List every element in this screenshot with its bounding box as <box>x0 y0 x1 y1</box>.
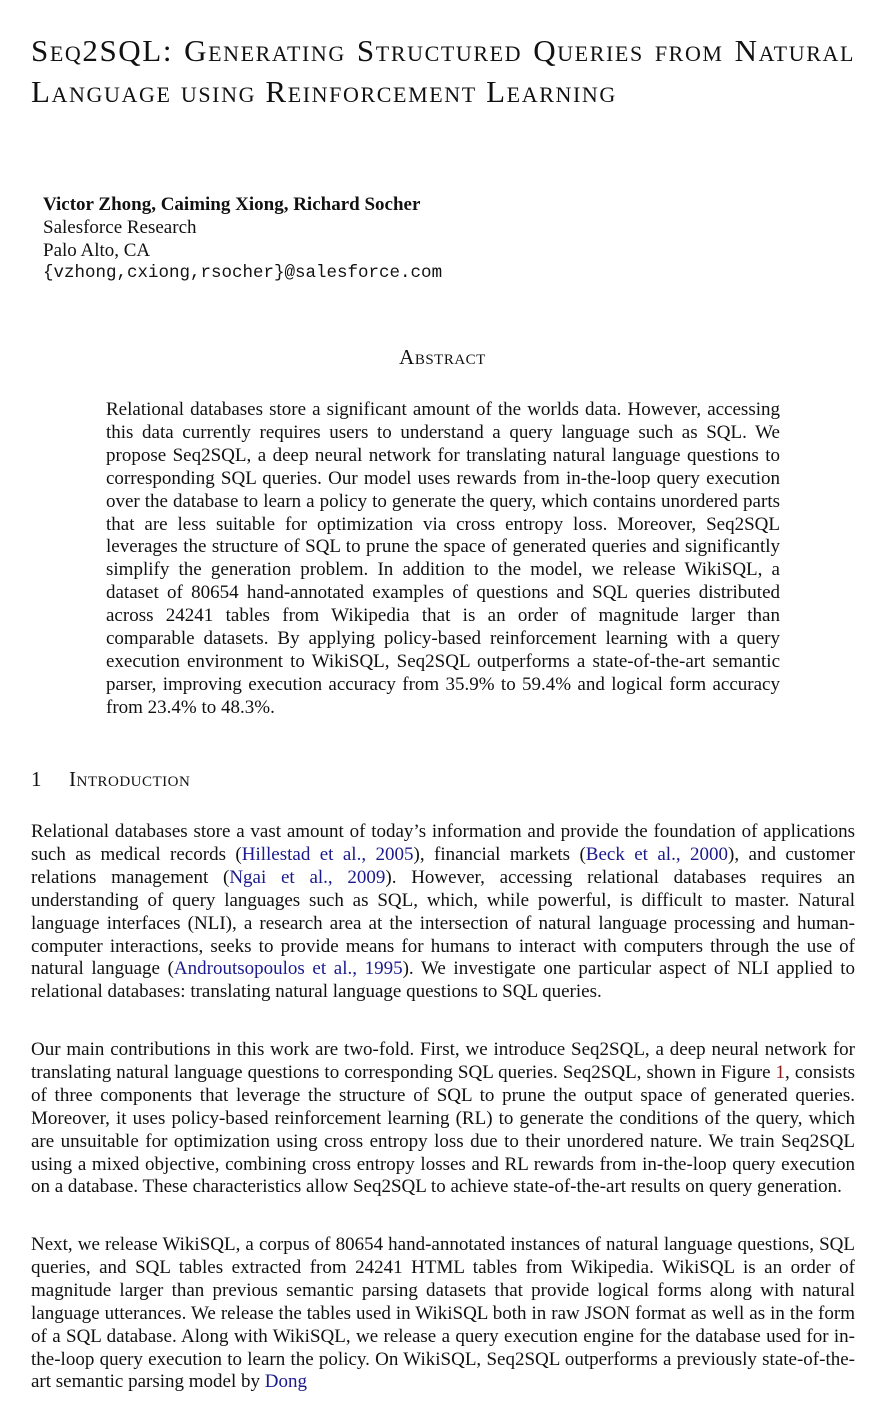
section-title: Introduction <box>69 767 191 791</box>
citation-link[interactable]: Hillestad et al., 2005 <box>241 843 414 865</box>
author-names: Victor Zhong, Caiming Xiong, Richard Socher <box>43 194 421 215</box>
paper-title: Seq2SQL: Generating Structured Queries from Natural Language using Reinforcement Learning <box>31 33 855 109</box>
abstract-heading: Abstract <box>399 345 486 369</box>
citation-link[interactable]: Beck et al., 2000 <box>585 843 729 865</box>
section-heading <box>31 767 190 792</box>
citation-link[interactable]: Dong <box>264 1371 307 1393</box>
text-span: ), and customer relations management ( <box>31 843 856 888</box>
abstract-text: Relational databases store a significant amount of the worlds data. However, accessing this data currently requires users to understand a query language such as SQL. We propose Seq2SQL, a deep neural network for translating natural language questions to corresponding SQL queries. Our model uses rewards from in-the-loop query execution over the database to learn a policy to generate the query, which contains unordered parts that are less suitable for optimization via cross entropy loss. Moreover, Seq2SQL leverages the structure of SQL to prune the space of generated queries and significantly simplify the generation problem. In addition to the model, we release WikiSQL, a dataset of 80654 hand-annotated examples of questions and SQL queries distributed across 24241 tables from Wikipedia that is an order of magnitude larger than comparable datasets. By applying policy-based reinforcement learning with a query execution environment to WikiSQL, Seq2SQL outperforms a state-of-the-art semantic parser, improving execution accuracy from 35.9% to 59.4% and logical form accuracy from 23.4% to 48.3%. <box>106 399 780 718</box>
email: {vzhong,cxiong,rsocher}@salesforce.com <box>43 263 443 283</box>
text-span: ). However, accessing relational databases requires an understanding of query languages such as SQL, which, while powerful, is difficult to master. Natural language interfaces (NLI), a research area at the intersection of natural language processing and human-computer interactions, seeks to provide means for humans to interact with computers through the use of natural language ( <box>31 866 855 980</box>
intro-paragraph-2 <box>31 1039 855 1199</box>
author-block <box>43 193 442 285</box>
intro-paragraph-3 <box>31 1234 855 1394</box>
text-span: Relational databases store a vast amount of today’s information and provide the foundation of applications such as medical records ( <box>31 821 855 865</box>
text-span: Our main contributions in this work are two-fold. First, we introduce Seq2SQL, a deep neural network for translating natural language questions to corresponding SQL queries. Seq2SQL, shown in Figure <box>31 1039 855 1083</box>
text-span: , consists of three components that leverage the structure of SQL to prune the output space of generated queries. Moreover, it uses policy-based reinforcement learning (RL) to generate the conditions of the query, which are unsuitable for optimization using cross entropy loss due to their unordered nature. We train Seq2SQL using a mixed objective, combining cross entropy losses and RL rewards from in-the-loop query execution on a database. These characteristics allow Seq2SQL to achieve state-of-the-art results on query generation. <box>31 1061 855 1198</box>
citation-link[interactable]: Ngai et al., 2009 <box>229 866 386 888</box>
text-span: Next, we release WikiSQL, a corpus of 80654 hand-annotated instances of natural language questions, SQL queries, and SQL tables extracted from 24241 HTML tables from Wikipedia. WikiSQL is an order of magnitude larger than previous semantic parsing datasets that provide logical forms along with natural language utterances. We release the tables used in WikiSQL both in raw JSON format as well as in the form of a SQL database. Along with WikiSQL, we release a query execution engine for the database used for in-the-loop query execution to learn the policy. On WikiSQL, Seq2SQL outperforms a previously state-of-the-art semantic parsing model by <box>31 1234 855 1393</box>
figure-reference-link[interactable]: 1 <box>775 1061 786 1083</box>
intro-paragraph-1 <box>31 821 855 1004</box>
text-span: ). We investigate one particular aspect of NLI applied to relational databases: translating natural language questions to SQL queries. <box>31 958 855 1003</box>
text-span: ), financial markets ( <box>413 843 586 865</box>
affiliation: Salesforce Research <box>43 217 197 238</box>
section-number: 1 <box>31 767 42 791</box>
citation-link[interactable]: Androutsopoulos et al., 1995 <box>173 958 403 980</box>
location: Palo Alto, CA <box>43 240 151 261</box>
